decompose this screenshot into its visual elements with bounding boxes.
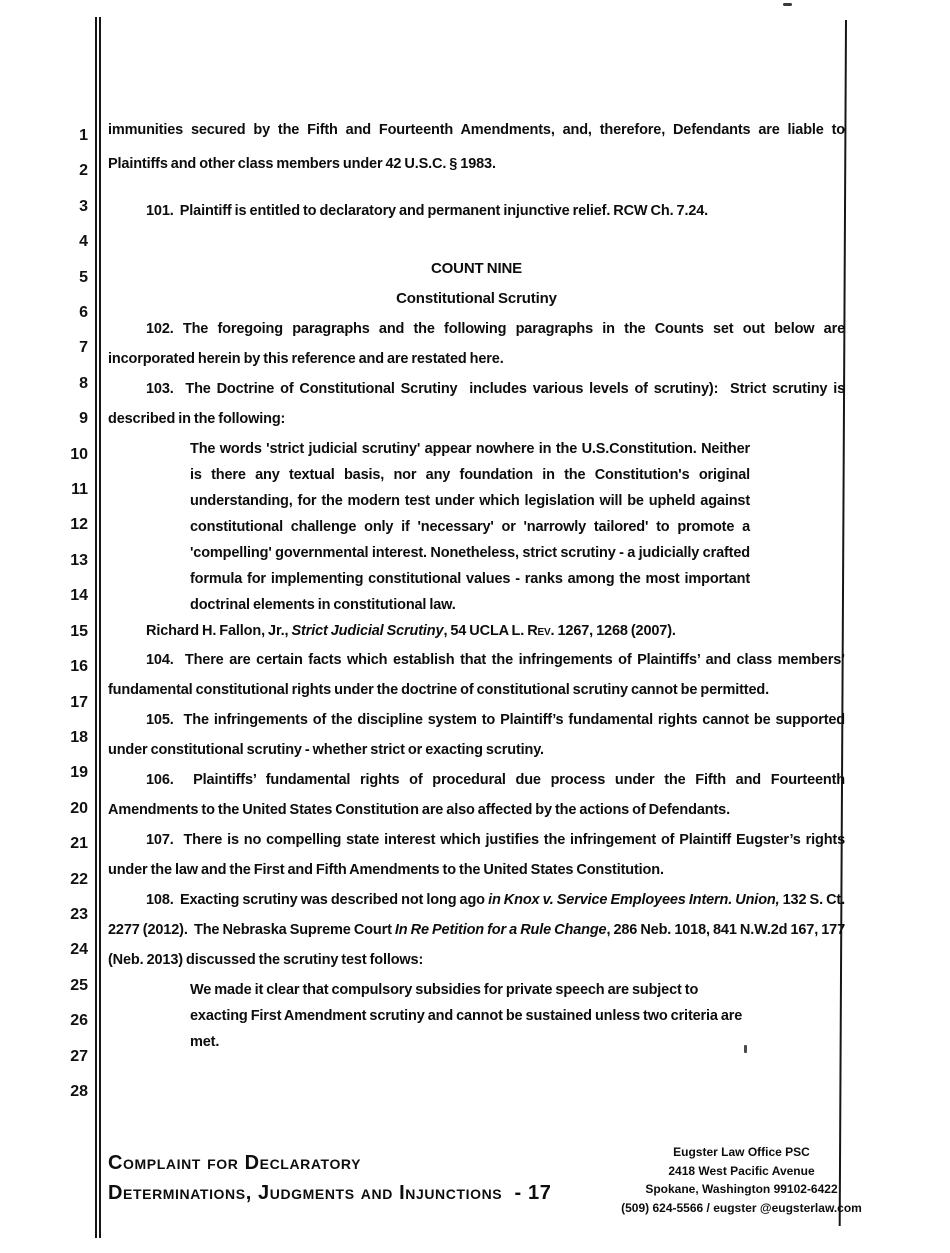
fallon-citation [108,618,845,645]
citation-pages: 1267, 1268 (2007). [554,623,676,639]
citation-title: Strict Judicial Scrutiny [291,623,444,639]
line-number: 20 [70,799,88,817]
paragraph-106: 106. Plaintiffs’ fundamental rights of procedural due process under the Fifth and Fourteenth Amendments to the United States Constitution are also affected by the actions of Defendants. [108,772,845,818]
line-number: 8 [79,374,88,392]
line-number: 1 [79,127,88,144]
footer-case-title-line1: Complaint for Declaratory [108,1152,362,1174]
paragraph-continuation: immunities secured by the Fifth and Fourteenth Amendments, and, therefore, Defendants are liable to Plaintiffs and other class members under 42 U.S.C. § 1983. [108,122,845,172]
line-number: 9 [79,410,88,428]
law-office-address-line: Eugster Law Office PSC [673,1145,810,1159]
line-number: 11 [71,481,88,499]
line-number: 17 [70,693,88,711]
line-number: 21 [70,835,88,853]
count-nine-heading: COUNT NINE [430,260,523,277]
line-number: 18 [70,728,88,746]
case-citation-nebraska: In Re Petition for a Rule Change [394,922,607,938]
line-number-column [52,118,88,1109]
line-number: 12 [70,516,88,534]
paragraph-101: 101. Plaintiff is entitled to declaratory and permanent injunctive relief. RCW Ch. 7.24. [146,203,709,219]
line-number: 16 [70,658,88,676]
law-office-address-line: 2418 West Pacific Avenue [668,1163,815,1178]
paragraph-107: 107. There is no compelling state interest which justifies the infringement of Plaintiff Eugster’s rights under the law and the First and Fifth Amendments to the United States Constitution. [108,832,845,878]
line-number: 26 [70,1012,88,1030]
document-body [108,0,845,1055]
line-number: 27 [70,1047,88,1065]
paragraph-108-text: , 286 Neb. 1018, 841 N.W.2d 167, 177 (Neb. 2013) discussed the scrutiny test follows: [108,922,845,968]
fallon-quote: The words 'strict judicial scrutiny' appear nowhere in the U.S.Constitution. Neither is there any textual basis, nor any foundation in the Constitution's original understanding, for the modern test under which legislation will be upheld against constitutional challenge only if 'necessary' or 'narrowly tailored' to promote a 'compelling' governmental interest. Nonetheless, strict scrutiny - a judicially crafted formula for implementing constitutional values - ranks among the most important doctrinal elements in constitutional law. [190,441,750,613]
footer-case-title-line2: Determinations, Judgments and Injunctions - 17 [108,1182,552,1204]
line-number: 14 [70,587,88,605]
knox-quote: We made it clear that compulsory subsidies for private speech are subject to exacting First Amendment scrutiny and cannot be sustained unless two criteria are met. [190,982,743,1050]
line-number: 10 [70,445,88,463]
paragraph-103: 103. The Doctrine of Constitutional Scrutiny includes various levels of scrutiny): Strict scrutiny is described in the following: [108,381,845,427]
line-number: 13 [70,551,88,569]
footer-case-title [108,1148,551,1208]
citation-reporter: Rev. [527,623,555,639]
law-office-address [600,1143,883,1217]
paragraph-105: 105. The infringements of the discipline system to Plaintiff’s fundamental rights cannot be supported under constitutional scrutiny - whether strict or exacting scrutiny. [108,712,845,758]
line-number: 25 [70,976,88,994]
line-number: 7 [79,339,88,357]
line-number: 3 [79,197,88,215]
left-margin-double-rule [95,17,101,1238]
line-number: 15 [70,622,88,640]
law-office-address-line: Spokane, Washington 99102-6422 [645,1182,838,1196]
law-office-address-line: (509) 624-5566 / eugster @eugsterlaw.com [621,1200,862,1215]
line-number: 28 [70,1082,88,1100]
line-number: 24 [70,941,88,959]
line-number: 19 [70,764,88,782]
line-number: 2 [79,162,88,180]
paragraph-104: 104. There are certain facts which establish that the infringements of Plaintiffs’ and class members’ fundamental constitutional rights under the doctrine of constitutional scrutiny cannot be permitted. [108,652,845,698]
line-number: 6 [79,304,88,322]
constitutional-scrutiny-heading: Constitutional Scrutiny [396,290,557,307]
line-number: 5 [79,268,88,286]
citation-cite: , 54 UCLA L. [443,623,528,639]
paragraph-108-text: 108. Exacting scrutiny was described not long ago [146,892,489,908]
paragraph-102: 102. The foregoing paragraphs and the following paragraphs in the Counts set out below are incorporated herein by this reference and are restated here. [108,321,845,367]
case-citation-knox: in Knox v. Service Employees Intern. Union, [488,892,780,908]
paragraph-108-text: 132 S. Ct. 2277 (2012). The Nebraska Supreme Court [108,892,845,938]
paragraph-108 [108,885,845,975]
citation-author: Richard H. Fallon, Jr., [146,623,292,639]
line-number: 22 [70,870,88,888]
line-number: 4 [79,233,88,251]
line-number: 23 [70,905,88,923]
